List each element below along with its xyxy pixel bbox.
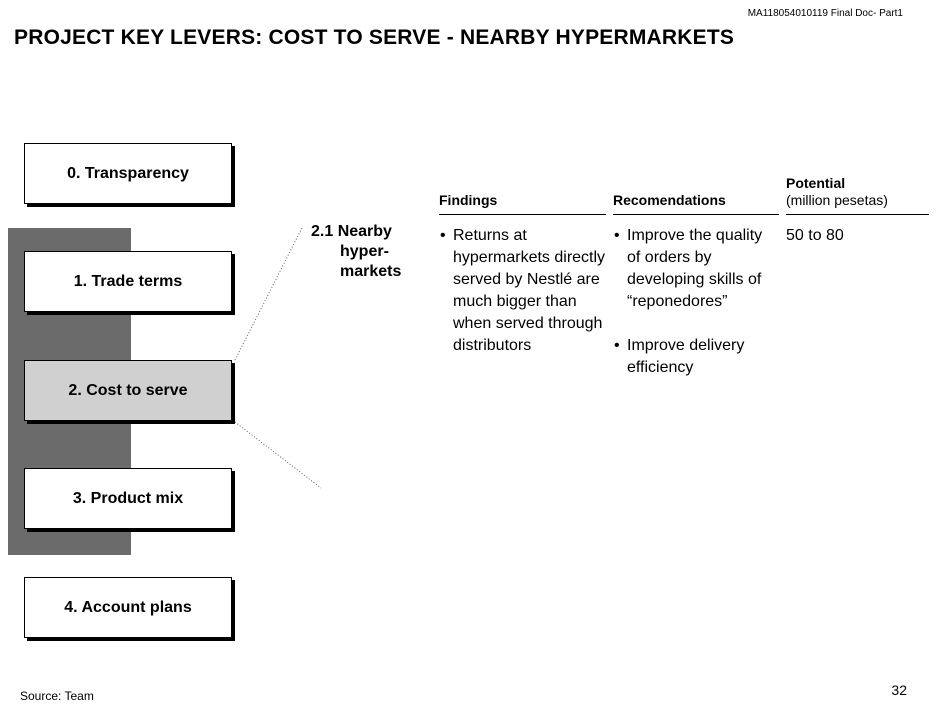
recommendations-header: Recomendations <box>613 192 726 208</box>
recommendations-list <box>613 225 779 379</box>
findings-header: Findings <box>439 192 498 208</box>
findings-column <box>439 192 606 357</box>
potential-unit: (million pesetas) <box>786 192 888 208</box>
lever-box-product-mix[interactable]: 3. Product mix <box>24 468 232 529</box>
lever-box-account-plans[interactable]: 4. Account plans <box>24 577 232 638</box>
source-note: Source: Team <box>20 689 94 703</box>
lever-box-trade-terms[interactable]: 1. Trade terms <box>24 251 232 312</box>
potential-header: Potential <box>786 175 846 191</box>
recommendations-column <box>613 192 779 379</box>
findings-rule <box>439 214 606 215</box>
document-reference: MA118054010119 Final Doc- Part1 <box>747 8 903 19</box>
page-title: PROJECT KEY LEVERS: COST TO SERVE - NEARBY HYPERMARKETS <box>14 26 735 49</box>
potential-column <box>786 175 929 247</box>
subtopic-label <box>311 222 401 282</box>
connector-line-top <box>235 228 302 360</box>
page-number: 32 <box>891 682 907 698</box>
recommendations-bullet: • Improve the quality of orders by developing skills of “reponedores” <box>613 225 779 313</box>
subtopic-line-1: 2.1 Nearby <box>311 223 392 240</box>
potential-rule <box>786 214 929 215</box>
connector-line-bottom <box>235 422 321 488</box>
potential-value: 50 to 80 <box>786 227 844 244</box>
subtopic-line-3: markets <box>340 263 402 280</box>
recommendations-rule <box>613 214 779 215</box>
subtopic-line-2: hyper- <box>340 243 389 260</box>
recommendations-bullet: • Improve delivery efficiency <box>613 335 779 379</box>
findings-list <box>439 225 606 357</box>
lever-box-transparency[interactable]: 0. Transparency <box>24 143 232 204</box>
findings-bullet: • Returns at hypermarkets directly served by Nestlé are much bigger than when served through distributors <box>439 225 606 357</box>
lever-box-cost-to-serve[interactable]: 2. Cost to serve <box>24 360 232 421</box>
